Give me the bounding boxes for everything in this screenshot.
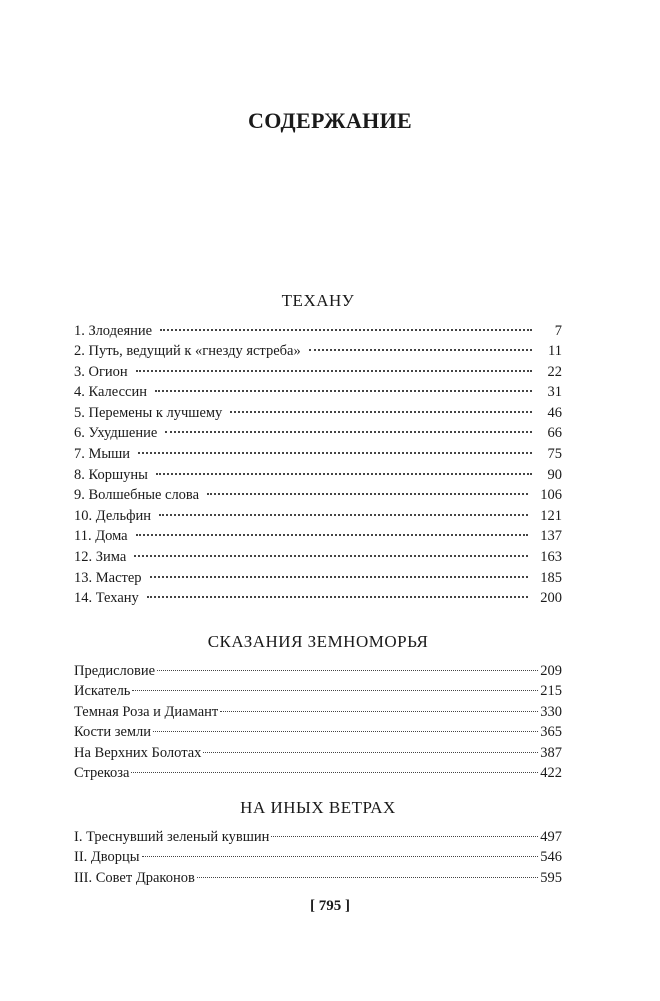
section-title: ТЕХАНУ	[281, 291, 355, 310]
dot-leader	[157, 655, 538, 671]
entry-title: 2. Путь, ведущий к «гнезду ястреба»	[74, 343, 301, 360]
entry-title: Стрекоза	[74, 765, 130, 782]
entry-page: 106	[540, 487, 562, 504]
entry-page: 11	[548, 343, 562, 360]
toc-entry[interactable]	[74, 866, 562, 887]
entry-page: 31	[547, 384, 562, 401]
entry-title: I. Треснувший зеленый кувшин	[74, 828, 270, 845]
toc-entry[interactable]	[74, 586, 562, 607]
dot-leader	[142, 842, 539, 858]
entry-page: 163	[540, 549, 562, 566]
entry-page: 137	[540, 528, 562, 545]
entry-title: 8. Коршуны	[74, 466, 148, 483]
entry-page: 209	[540, 662, 562, 679]
dot-leader	[197, 862, 538, 878]
toc-section-other-winds	[74, 797, 562, 887]
dot-leader	[131, 758, 538, 774]
entry-page: 422	[540, 765, 562, 782]
entry-page: 75	[547, 446, 562, 463]
entry-title: 12. Зима	[74, 549, 127, 566]
dot-leader	[156, 458, 532, 475]
entry-title: Кости земли	[74, 724, 152, 741]
toc-section-tehanu	[74, 290, 562, 606]
entry-page: 22	[547, 363, 562, 380]
entry-page: 90	[547, 466, 562, 483]
section-title: НА ИНЫХ ВЕТРАХ	[240, 798, 396, 817]
dot-leader	[136, 355, 532, 372]
dot-leader	[150, 561, 529, 578]
entry-page: 595	[540, 869, 562, 886]
dot-leader	[132, 676, 538, 692]
dot-leader	[160, 314, 532, 331]
toc-list	[74, 659, 562, 783]
entry-page: 121	[540, 507, 562, 524]
entry-page: 215	[540, 683, 562, 700]
dot-leader	[138, 438, 532, 455]
entry-page: 7	[554, 322, 562, 339]
dot-leader	[203, 737, 538, 753]
dot-leader	[155, 376, 532, 393]
entry-page: 200	[540, 590, 562, 607]
entry-title: 3. Огион	[74, 363, 128, 380]
entry-title: 13. Мастер	[74, 569, 142, 586]
entry-title: II. Дворцы	[74, 849, 140, 866]
dot-leader	[165, 417, 532, 434]
entry-title: На Верхних Болотах	[74, 744, 202, 761]
entry-title: 10. Дельфин	[74, 507, 152, 524]
dot-leader	[207, 479, 528, 496]
entry-title: 5. Перемены к лучшему	[74, 404, 223, 421]
entry-title: 1. Злодеяние	[74, 322, 153, 339]
section-title: СКАЗАНИЯ ЗЕМНОМОРЬЯ	[207, 632, 429, 651]
entry-page: 387	[540, 744, 562, 761]
dot-leader	[271, 821, 538, 837]
dot-leader	[159, 499, 528, 516]
toc-entry[interactable]	[74, 762, 562, 783]
entry-title: 14. Техану	[74, 590, 139, 607]
entry-title: 6. Ухудшение	[74, 425, 158, 442]
entry-title: Искатель	[74, 683, 131, 700]
entry-title: Предисловие	[74, 662, 156, 679]
entry-page: 546	[540, 849, 562, 866]
entry-title: 7. Мыши	[74, 446, 131, 463]
dot-leader	[309, 335, 532, 352]
dot-leader	[147, 582, 528, 599]
dot-leader	[136, 520, 529, 537]
entry-page: 185	[540, 569, 562, 586]
entry-title: 11. Дома	[74, 528, 128, 545]
entry-page: 66	[547, 425, 562, 442]
entry-title: 4. Калессин	[74, 384, 147, 401]
entry-page: 330	[540, 703, 562, 720]
page-number: [ 795 ]	[310, 898, 350, 914]
page-title: СОДЕРЖАНИЕ	[248, 108, 412, 133]
entry-title: 9. Волшебные слова	[74, 487, 200, 504]
entry-page: 365	[540, 724, 562, 741]
dot-leader	[153, 717, 538, 733]
entry-page: 497	[540, 828, 562, 845]
entry-title: Темная Роза и Диамант	[74, 703, 219, 720]
entry-page: 46	[547, 404, 562, 421]
toc-list	[74, 825, 562, 887]
dot-leader	[220, 696, 538, 712]
dot-leader	[230, 396, 532, 413]
entry-title: III. Совет Драконов	[74, 869, 195, 886]
toc-section-earthsea-tales	[74, 631, 562, 783]
toc-list	[74, 318, 562, 606]
dot-leader	[134, 541, 528, 558]
